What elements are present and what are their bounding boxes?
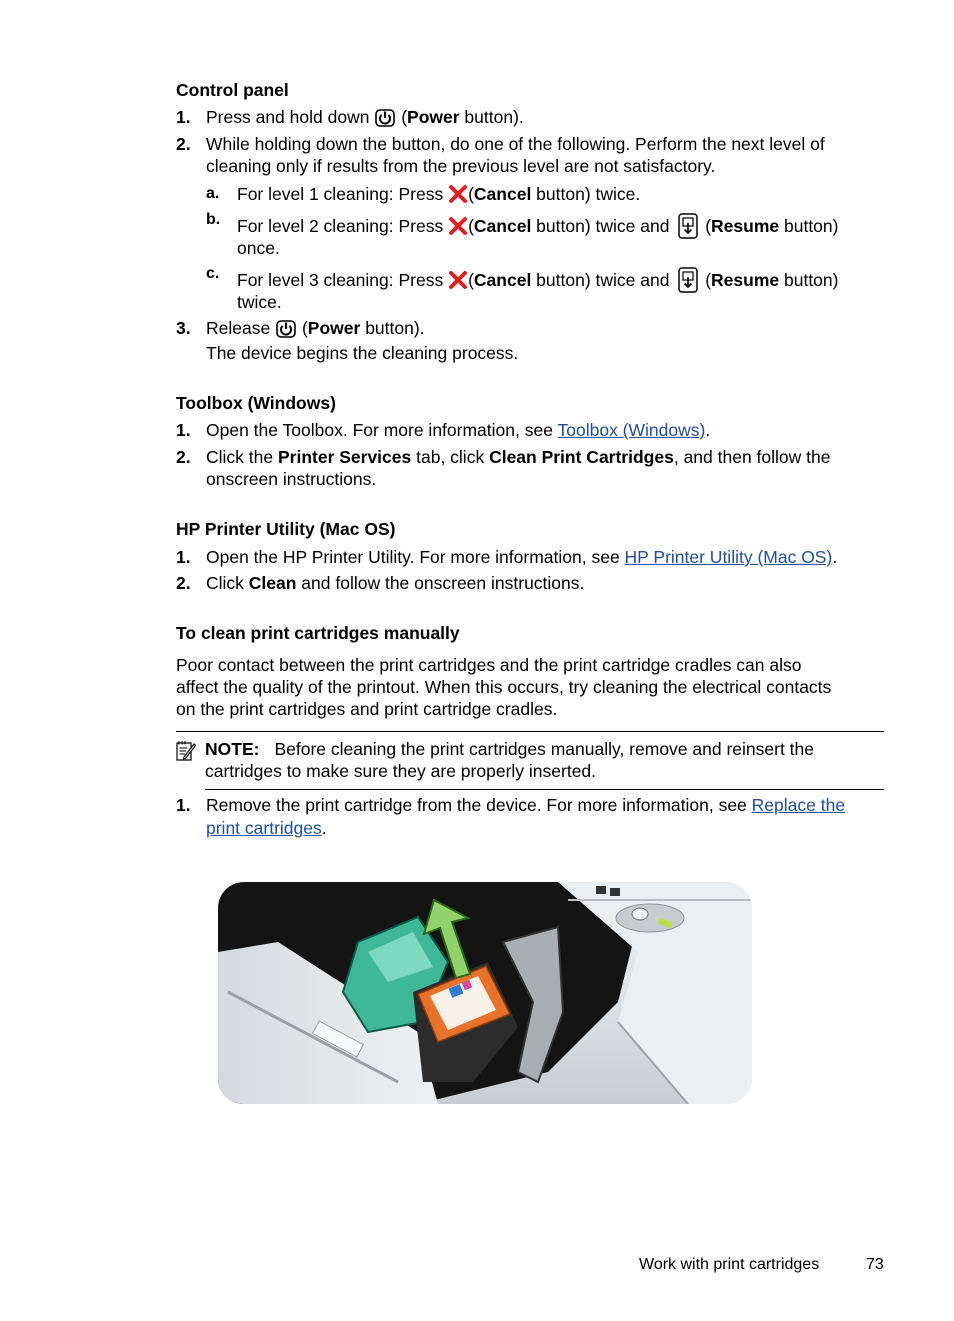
substep-text-line2: once. bbox=[237, 238, 280, 258]
step-text-end: , and then follow the bbox=[673, 447, 831, 467]
paren: ( bbox=[468, 216, 474, 236]
step-text: Press and hold down bbox=[206, 107, 370, 127]
step-number: 3. bbox=[176, 318, 191, 338]
step-text-end: button). bbox=[360, 318, 425, 338]
hp-printer-utility-link[interactable]: HP Printer Utility (Mac OS) bbox=[624, 547, 833, 567]
substep-text: For level 1 cleaning: Press bbox=[237, 184, 444, 204]
step-text: Remove the print cartridge from the device. For more information, see bbox=[206, 795, 752, 815]
resume-button-label: Resume bbox=[711, 270, 780, 290]
resume-button-label: Resume bbox=[711, 216, 780, 236]
paragraph-line: on the print cartridges and print cartridge cradles. bbox=[176, 699, 558, 719]
substep-text-end: button) bbox=[779, 216, 839, 236]
power-button-label: Power bbox=[307, 318, 361, 338]
paragraph-line: Poor contact between the print cartridges and the print cartridge cradles can also bbox=[176, 655, 802, 675]
note-label: NOTE: bbox=[205, 739, 260, 759]
clean-print-cartridges-label: Clean Print Cartridges bbox=[489, 447, 674, 467]
step-number: 1. bbox=[176, 420, 191, 440]
step-text-line: While holding down the button, do one of the following. Perform the next level of bbox=[206, 134, 825, 154]
step-text-end: . bbox=[321, 818, 327, 838]
cartridge-removal-illustration bbox=[218, 882, 752, 1104]
step-text: Click bbox=[206, 573, 249, 593]
step-number: 2. bbox=[176, 573, 191, 593]
control-step-3 bbox=[176, 317, 876, 363]
step-text-line2: onscreen instructions. bbox=[206, 469, 377, 489]
note-bottom-rule bbox=[205, 789, 884, 790]
control-substep-b bbox=[206, 213, 886, 259]
step-text-end: . bbox=[705, 420, 711, 440]
substep-text-end: button) bbox=[779, 270, 839, 290]
note-top-rule bbox=[176, 731, 884, 732]
section-heading-control-panel: Control panel bbox=[176, 80, 289, 100]
step-text-line: cleaning only if results from the previous level are not satisfactory. bbox=[206, 156, 716, 176]
note-text-line2: cartridges to make sure they are properly inserted. bbox=[205, 761, 597, 781]
replace-cartridges-link[interactable]: Replace the bbox=[751, 795, 846, 815]
step-number: 2. bbox=[176, 134, 191, 154]
manual-step-1 bbox=[176, 794, 886, 840]
substep-text: For level 2 cleaning: Press bbox=[237, 216, 444, 236]
cancel-button-label: Cancel bbox=[473, 270, 532, 290]
power-icon bbox=[275, 318, 297, 338]
step-number: 1. bbox=[176, 107, 191, 127]
substep-text: For level 3 cleaning: Press bbox=[237, 270, 444, 290]
substep-text: button) twice and bbox=[531, 216, 670, 236]
step-number: 2. bbox=[176, 447, 191, 467]
page-number: 73 bbox=[866, 1256, 884, 1273]
step-text: Open the Toolbox. For more information, see bbox=[206, 420, 558, 440]
cancel-icon bbox=[448, 184, 468, 204]
paren: ( bbox=[705, 216, 712, 236]
control-step-2 bbox=[176, 133, 876, 177]
section-heading-mac: HP Printer Utility (Mac OS) bbox=[176, 519, 396, 539]
footer-section-title: Work with print cartridges bbox=[639, 1256, 820, 1273]
cancel-button-label: Cancel bbox=[473, 184, 532, 204]
step-text: tab, click bbox=[411, 447, 490, 467]
note-icon bbox=[176, 740, 196, 762]
paren: ( bbox=[301, 318, 308, 338]
step-text-end: . bbox=[832, 547, 838, 567]
control-substep-c bbox=[206, 267, 886, 313]
power-icon bbox=[374, 107, 396, 127]
substep-letter: b. bbox=[206, 211, 221, 228]
step-text-end: button). bbox=[459, 107, 524, 127]
cancel-icon bbox=[448, 270, 468, 290]
substep-text: button) twice and bbox=[531, 270, 670, 290]
cancel-icon bbox=[448, 216, 468, 236]
power-button-label: Power bbox=[407, 107, 460, 127]
paren: ( bbox=[468, 184, 474, 204]
step-text: Release bbox=[206, 318, 271, 338]
paren: ( bbox=[468, 270, 474, 290]
substep-text-line2: twice. bbox=[237, 292, 282, 312]
step-number: 1. bbox=[176, 547, 191, 567]
step-text: Click the bbox=[206, 447, 278, 467]
note-block bbox=[205, 738, 885, 784]
toolbox-windows-link[interactable]: Toolbox (Windows) bbox=[557, 420, 706, 440]
substep-letter: c. bbox=[206, 265, 220, 282]
section-heading-toolbox: Toolbox (Windows) bbox=[176, 393, 336, 413]
step-text-end: and follow the onscreen instructions. bbox=[296, 573, 585, 593]
step-text: Open the HP Printer Utility. For more information, see bbox=[206, 547, 625, 567]
paren: ( bbox=[705, 270, 712, 290]
replace-cartridges-link-cont[interactable]: print cartridges bbox=[206, 818, 322, 838]
substep-text-end: button) twice. bbox=[531, 184, 641, 204]
section-heading-manual: To clean print cartridges manually bbox=[176, 623, 460, 643]
cancel-button-label: Cancel bbox=[473, 216, 532, 236]
step-number: 1. bbox=[176, 795, 191, 815]
toolbox-step-2 bbox=[176, 446, 876, 490]
manual-paragraph bbox=[176, 654, 886, 720]
step-text-line2: The device begins the cleaning process. bbox=[206, 343, 519, 363]
paren: ( bbox=[401, 107, 408, 127]
resume-icon bbox=[676, 267, 700, 293]
clean-label: Clean bbox=[248, 573, 297, 593]
substep-letter: a. bbox=[206, 185, 220, 202]
paragraph-line: affect the quality of the printout. When this occurs, try cleaning the electrical contacts bbox=[176, 677, 832, 697]
resume-icon bbox=[676, 213, 700, 239]
note-text: Before cleaning the print cartridges manually, remove and reinsert the bbox=[274, 739, 814, 759]
printer-services-label: Printer Services bbox=[277, 447, 412, 467]
